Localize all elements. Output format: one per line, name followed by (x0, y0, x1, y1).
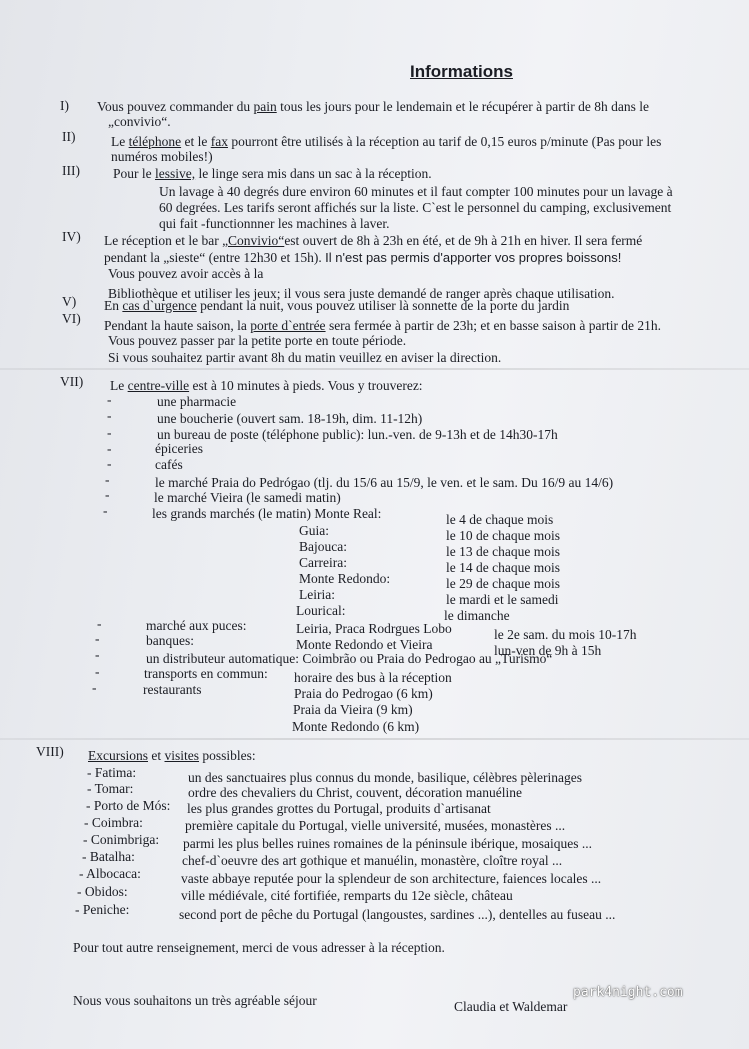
market-when: le 29 de chaque mois (446, 576, 560, 591)
list-bullet: - (107, 441, 112, 456)
extra-value: Monte Redondo (6 km) (292, 719, 420, 734)
list-item: les grands marchés (le matin) Monte Real: (152, 506, 382, 521)
closing-text: Pour tout autre renseignement, merci de vous adresser à la réception. (73, 940, 445, 955)
section-2-line: numéros mobiles!) (111, 149, 213, 164)
extra-label: un distributeur automatique: Coimbrão ou Praia do Pedrogao au „Turismo“ (146, 651, 553, 666)
section-4-line: Le réception et le bar „Convivio“est ouvert de 8h à 23h en été, et de 9h à 21h en hiver. Il sera fermé (104, 233, 643, 248)
section-7-intro: Le centre-ville est à 10 minutes à pieds. Vous y trouverez: (110, 378, 423, 393)
section-4-line: pendant la „sieste“ (entre 12h30 et 15h). Il n'est pas permis d'apporter vos propres boissons! (104, 250, 622, 265)
page-title: Informations (410, 62, 513, 81)
list-bullet: - (105, 487, 110, 502)
section-1-line: „convivio“. (108, 114, 171, 129)
list-bullet: - (95, 631, 100, 646)
section-3-line: qui fait -functionnner les machines à laver. (159, 216, 390, 231)
excursion-desc: les plus grandes grottes du Portugal, produits d`artisanat (187, 801, 491, 816)
excursion-desc: ville médiévale, cité fortifiée, remparts du 12e siècle, château (181, 888, 513, 903)
excursion-place: - Conimbriga: (83, 832, 160, 847)
extra-value: Leiria, Praca Rodrgues Lobo (296, 621, 452, 636)
extra-value: Praia da Vieira (9 km) (293, 702, 413, 717)
list-bullet: - (107, 392, 112, 407)
paper-fold-line (0, 738, 749, 740)
list-bullet: - (105, 472, 110, 487)
list-item: cafés (155, 457, 183, 472)
watermark: park4night.com (573, 985, 683, 1000)
market-place: Leiria: (299, 587, 335, 602)
market-place: Monte Redondo: (299, 571, 391, 586)
list-item: une pharmacie (157, 394, 237, 409)
section-number: IV) (62, 229, 81, 244)
list-bullet: - (107, 425, 112, 440)
section-3-line: 60 degrées. Les tarifs seront affichés sur la liste. C`est le personnel du camping, exclusivement (159, 200, 672, 215)
paper-fold-line (0, 368, 749, 370)
excursion-place: - Peniche: (75, 902, 130, 917)
market-when: le 14 de chaque mois (446, 560, 560, 575)
market-when: le 10 de chaque mois (446, 528, 560, 543)
section-6-line: Vous pouvez passer par la petite porte en toute période. (108, 333, 407, 348)
section-number: VIII) (36, 744, 64, 759)
section-number: VI) (62, 311, 81, 326)
list-bullet: - (107, 456, 112, 471)
section-1-line: Vous pouvez commander du pain tous les jours pour le lendemain et le récupérer à partir de 8h dans le (97, 99, 649, 114)
section-4-line: Bibliothèque et utiliser les jeux; il vous sera juste demandé de ranger après chaque utilisation. (108, 286, 615, 301)
excursion-place: - Batalha: (82, 849, 135, 864)
section-2-line: Le téléphone et le fax pourront être utilisés à la réception au tarif de 0,15 euros p/minute (Pas pour les (111, 134, 662, 149)
market-place: Guia: (299, 523, 329, 538)
market-place: Carreira: (299, 555, 347, 570)
section-number: II) (62, 129, 76, 144)
market-when: le dimanche (444, 608, 510, 623)
extra-note: le 2e sam. du mois 10-17h (494, 627, 637, 642)
extra-value: horaire des bus à la réception (294, 670, 452, 685)
market-when: le 13 de chaque mois (446, 544, 560, 559)
section-8-intro: Excursions et visites possibles: (88, 748, 256, 763)
excursion-place: - Obidos: (77, 884, 128, 899)
list-bullet: - (97, 616, 102, 631)
list-bullet: - (92, 680, 97, 695)
list-item: une boucherie (ouvert sam. 18-19h, dim. 11-12h) (157, 411, 423, 426)
list-item: épiceries (155, 441, 203, 456)
list-item: le marché Vieira (le samedi matin) (154, 490, 341, 505)
extra-note: lun-ven de 9h à 15h (494, 643, 602, 658)
market-when: le mardi et le samedi (446, 592, 559, 607)
list-bullet: - (95, 647, 100, 662)
section-number: V) (62, 294, 77, 309)
market-when: le 4 de chaque mois (446, 512, 554, 527)
section-3-line: Pour le lessive, le linge sera mis dans un sac à la réception. (113, 166, 432, 181)
list-bullet: - (107, 408, 112, 423)
section-5-line: En cas d`urgence pendant la nuit, vous pouvez utiliser là sonnette de la porte du jardin (104, 298, 570, 313)
extra-label: transports en commun: (144, 666, 268, 681)
extra-label: banques: (146, 633, 194, 648)
list-item: le marché Praia do Pedrógao (tlj. du 15/6 au 15/9, le ven. et le sam. Du 16/9 au 14/6) (155, 475, 614, 490)
signature: Claudia et Waldemar (454, 999, 568, 1014)
excursion-desc: première capitale du Portugal, vielle université, musées, monastères ... (185, 818, 566, 833)
market-place: Lourical: (296, 603, 346, 618)
excursion-desc: chef-d`oeuvre des art gothique et manuélin, monastère, cloître royal ... (182, 853, 563, 868)
excursion-place: - Tomar: (87, 781, 134, 796)
section-number: III) (62, 163, 80, 178)
extra-label: marché aux puces: (146, 618, 247, 633)
section-number: VII) (60, 374, 84, 389)
list-bullet: - (103, 503, 108, 518)
excursion-place: - Fatima: (87, 765, 137, 780)
excursion-desc: un des sanctuaires plus connus du monde, basilique, célèbres pèlerinages (188, 770, 583, 785)
farewell-text: Nous vous souhaitons un très agréable séjour (73, 993, 317, 1008)
section-6-line: Si vous souhaitez partir avant 8h du matin veuillez en aviser la direction. (108, 350, 502, 365)
section-4-line: Vous pouvez avoir accès à la (108, 266, 264, 281)
section-3-line: Un lavage à 40 degrés dure environ 60 minutes et il faut compter 100 minutes pour un lavage à (159, 184, 673, 199)
extra-label: restaurants (143, 682, 202, 697)
excursion-place: - Albocaca: (79, 866, 141, 881)
list-item: un bureau de poste (téléphone public): lun.-ven. de 9-13h et de 14h30-17h (157, 427, 558, 442)
excursion-desc: parmi les plus belles ruines romaines de la péninsule ibérique, mosaiques ... (183, 836, 593, 851)
section-6-line: Pendant la haute saison, la porte d`entrée sera fermée à partir de 23h; et en basse saison à partir de 21h. (104, 318, 662, 333)
excursion-place: - Porto de Mós: (86, 798, 171, 813)
excursion-desc: second port de pêche du Portugal (langoustes, sardines ...), dentelles au fuseau ... (179, 907, 616, 922)
excursion-desc: vaste abbaye reputée pour la splendeur de son architecture, faiences locales ... (181, 871, 602, 886)
excursion-place: - Coimbra: (84, 815, 143, 830)
market-place: Bajouca: (299, 539, 347, 554)
section-number: I) (60, 98, 69, 113)
extra-value: Praia do Pedrogao (6 km) (294, 686, 433, 701)
extra-value: Monte Redondo et Vieira (296, 637, 433, 652)
excursion-desc: ordre des chevaliers du Christ, couvent, décoration manuéline (188, 785, 523, 800)
list-bullet: - (95, 664, 100, 679)
